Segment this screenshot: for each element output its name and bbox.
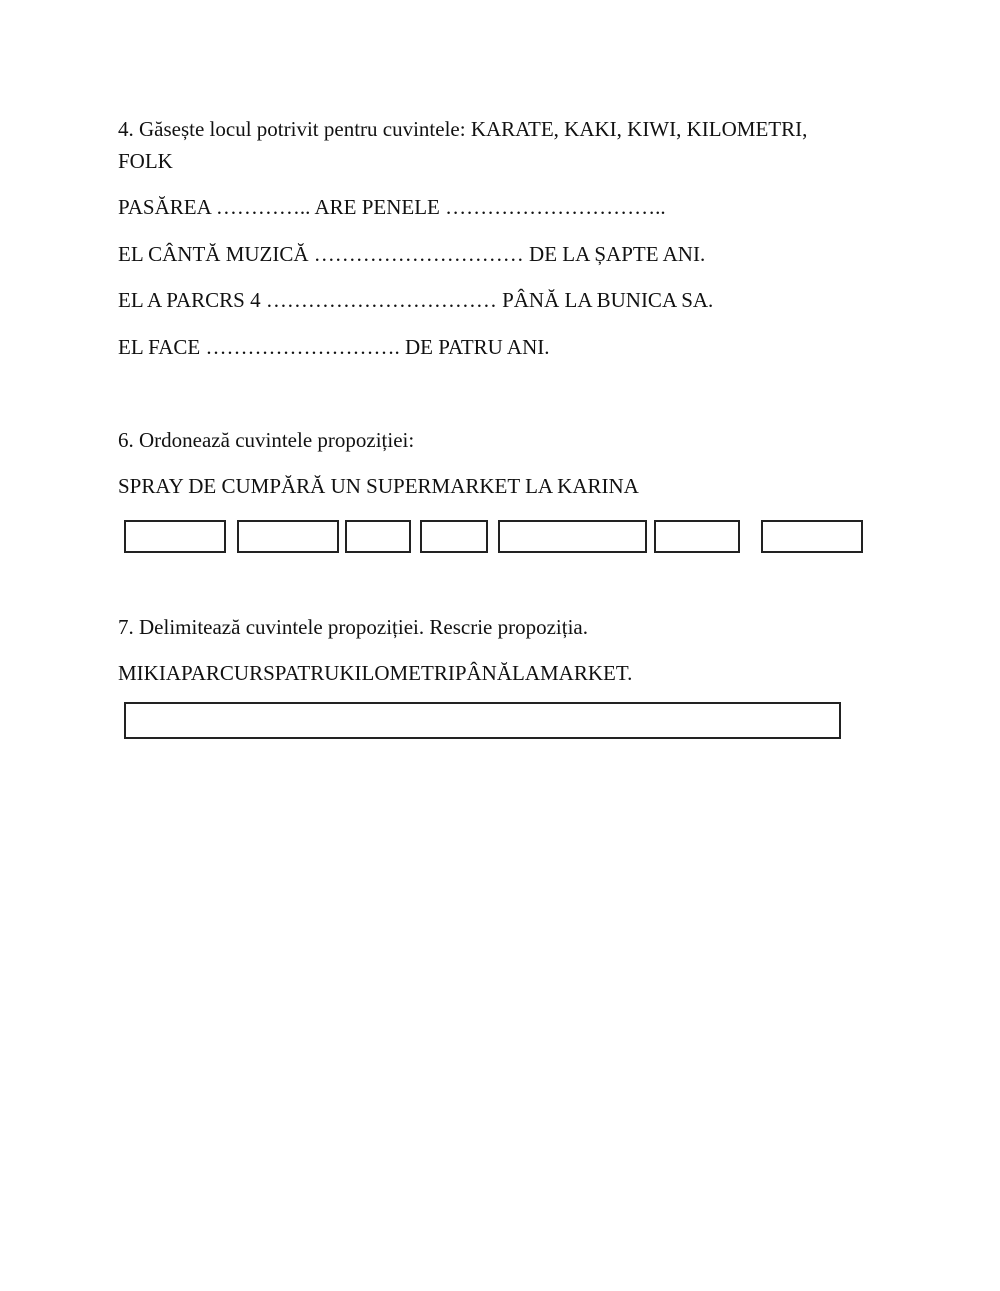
exercise-4-instruction-continued: FOLK [118, 149, 173, 173]
exercise-4-sentence-2: EL CÂNTĂ MUZICĂ ………………………… DE LA ȘAPTE ANI. [118, 242, 706, 266]
exercise-6-word-list: SPRAY DE CUMPĂRĂ UN SUPERMARKET LA KARINA [118, 474, 639, 498]
answer-box-6[interactable] [654, 520, 740, 553]
exercise-6-instruction: 6. Ordonează cuvintele propoziției: [118, 428, 415, 452]
exercise-4-instruction: 4. Găsește locul potrivit pentru cuvintele: KARATE, KAKI, KIWI, KILOMETRI, [118, 117, 808, 141]
rewrite-answer-field[interactable] [124, 702, 841, 739]
answer-box-3[interactable] [345, 520, 411, 553]
answer-box-2[interactable] [237, 520, 339, 553]
answer-box-5[interactable] [498, 520, 647, 553]
exercise-4-sentence-4: EL FACE ………………………. DE PATRU ANI. [118, 335, 550, 359]
answer-box-4[interactable] [420, 520, 488, 553]
exercise-4-sentence-1: PASĂREA ………….. ARE PENELE ………………………….. [118, 195, 666, 219]
answer-box-7[interactable] [761, 520, 863, 553]
exercise-7-instruction: 7. Delimitează cuvintele propoziției. Rescrie propoziția. [118, 615, 588, 639]
answer-box-1[interactable] [124, 520, 226, 553]
exercise-7-joined-text: MIKIAPARCURSPATRUKILOMETRIPÂNĂLAMARKET. [118, 661, 633, 685]
exercise-4-sentence-3: EL A PARCRS 4 …………………………… PÂNĂ LA BUNICA SA. [118, 288, 714, 312]
